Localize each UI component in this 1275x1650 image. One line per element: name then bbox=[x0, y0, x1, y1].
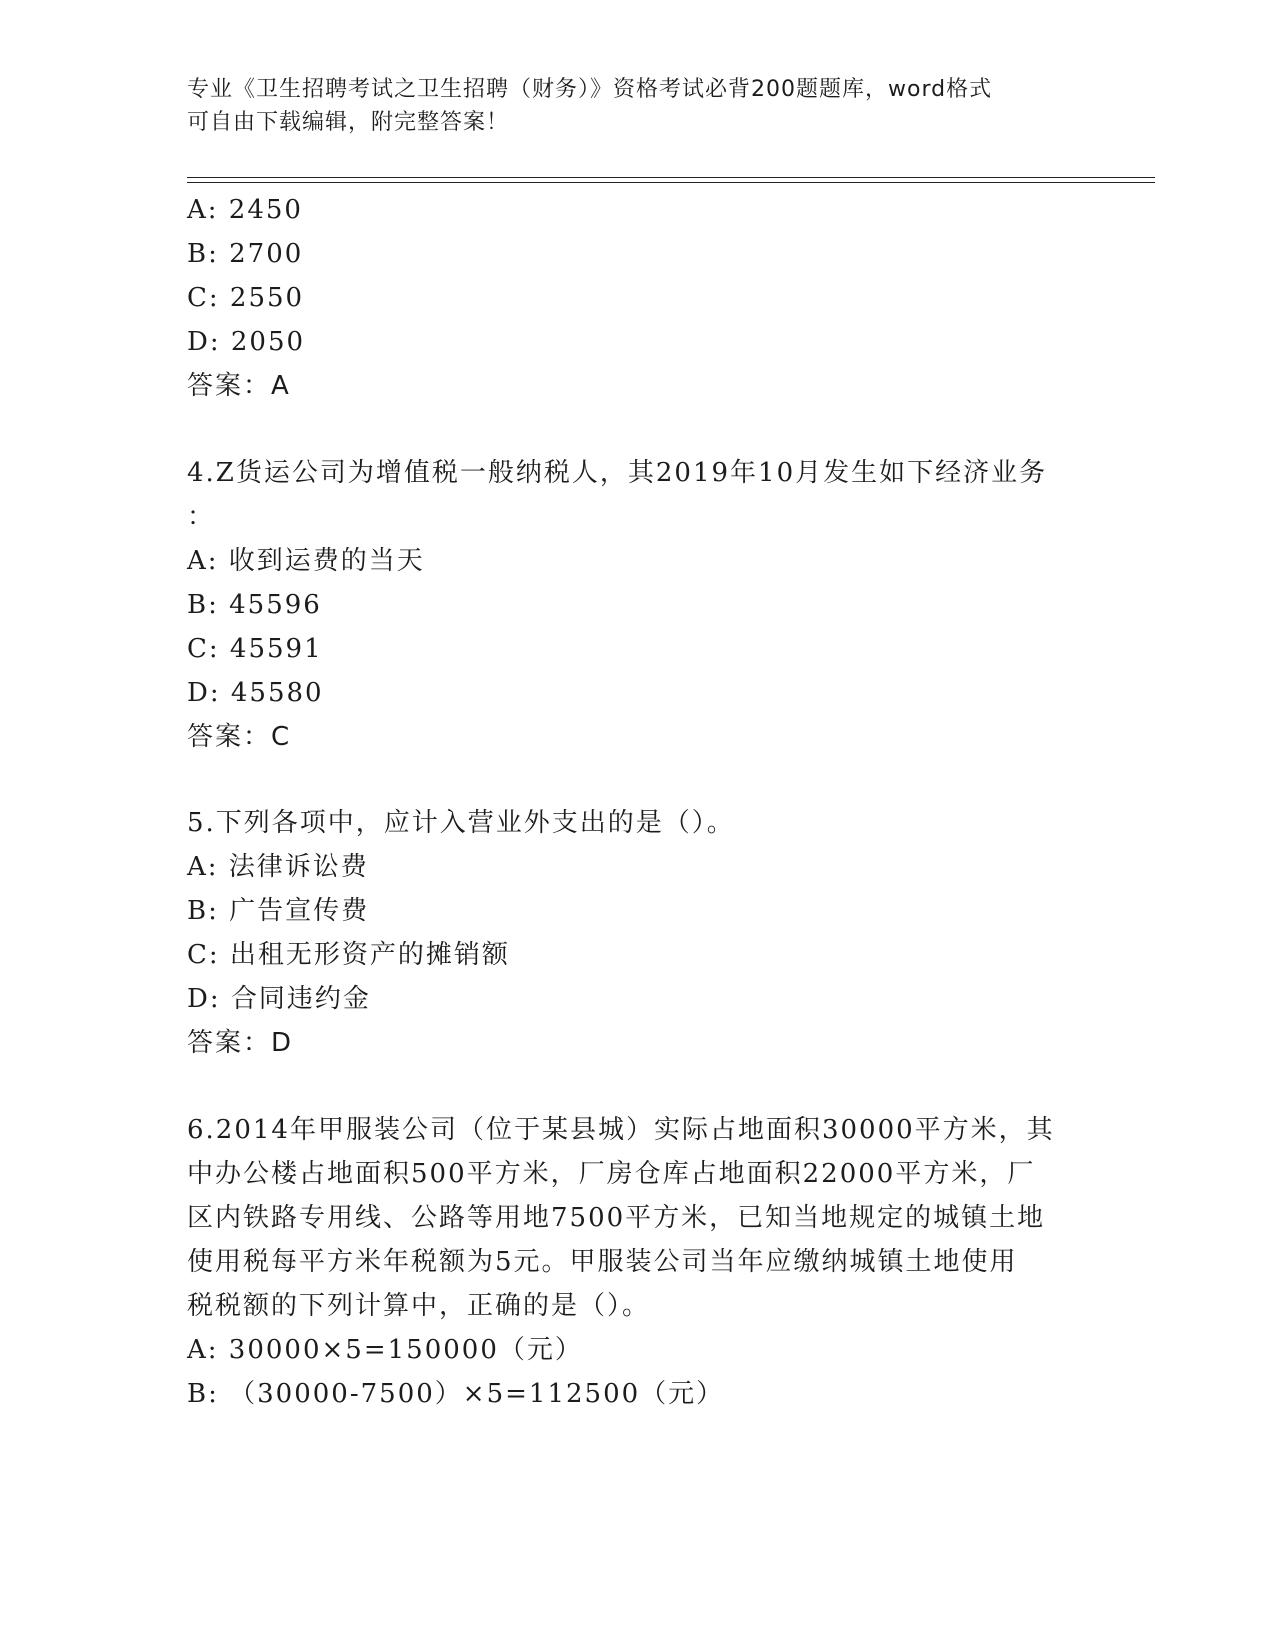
q3-option-c: C: 2550 bbox=[187, 283, 305, 313]
header-line-1: 专业《卫生招聘考试之卫生招聘（财务）》资格考试必背200题题库，word格式 bbox=[187, 77, 993, 102]
q3-option-d: D: 2050 bbox=[187, 327, 306, 357]
q5-option-b: B: 广告宣传费 bbox=[187, 896, 370, 926]
document-header bbox=[187, 73, 1087, 139]
q6-stem-line-1: 6.2014年甲服装公司（位于某县城）实际占地面积30000平方米，其 bbox=[187, 1115, 1055, 1145]
q4-answer: 答案：C bbox=[187, 722, 292, 752]
q3-option-a: A: 2450 bbox=[187, 195, 303, 225]
q5-option-d: D: 合同违约金 bbox=[187, 984, 371, 1014]
q3-answer: 答案：A bbox=[187, 371, 291, 401]
q4-option-b: B: 45596 bbox=[187, 590, 322, 620]
q4-stem-line-1: 4.Z货运公司为增值税一般纳税人，其2019年10月发生如下经济业务 bbox=[187, 458, 1048, 488]
q6-stem-line-2: 中办公楼占地面积500平方米，厂房仓库占地面积22000平方米，厂 bbox=[187, 1159, 1036, 1189]
q5-option-a: A: 法律诉讼费 bbox=[187, 852, 369, 882]
q6-stem-line-4: 使用税每平方米年税额为5元。甲服装公司当年应缴纳城镇土地使用 bbox=[187, 1247, 1018, 1277]
q3-option-b: B: 2700 bbox=[187, 239, 304, 269]
header-divider-bottom bbox=[187, 182, 1155, 183]
q6-stem-line-3: 区内铁路专用线、公路等用地7500平方米，已知当地规定的城镇土地 bbox=[187, 1203, 1046, 1233]
q5-answer: 答案：D bbox=[187, 1028, 294, 1058]
q4-option-d: D: 45580 bbox=[187, 678, 324, 708]
q4-option-c: C: 45591 bbox=[187, 634, 323, 664]
header-divider-top bbox=[187, 177, 1155, 178]
q6-option-b: B: （30000-7500）×5=112500（元） bbox=[187, 1379, 725, 1409]
q4-option-a: A: 收到运费的当天 bbox=[187, 546, 425, 576]
q5-stem: 5.下列各项中，应计入营业外支出的是（）。 bbox=[187, 808, 735, 838]
q6-stem-line-5: 税税额的下列计算中，正确的是（）。 bbox=[187, 1291, 651, 1321]
q4-stem-line-2: ： bbox=[187, 502, 216, 532]
header-line-2: 可自由下载编辑，附完整答案！ bbox=[187, 110, 510, 135]
q6-option-a: A: 30000×5=150000（元） bbox=[187, 1335, 583, 1365]
q5-option-c: C: 出租无形资产的摊销额 bbox=[187, 940, 510, 970]
